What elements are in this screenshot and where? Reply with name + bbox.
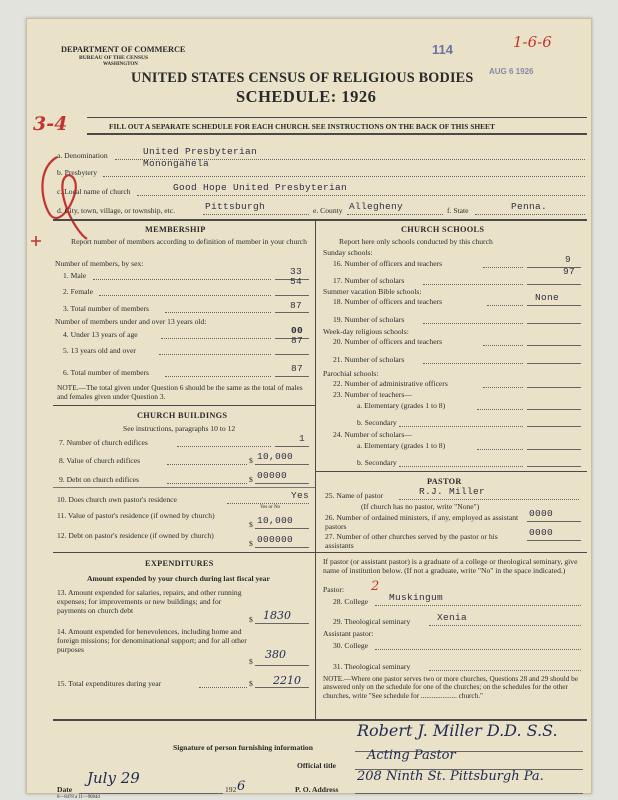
q28-label: 28. College [333,597,369,606]
q27-value[interactable]: 0000 [529,527,554,538]
q4-label: 4. Under 13 years of age [63,330,138,339]
q7-value[interactable]: 1 [299,433,306,444]
official-title-label: Official title [297,761,337,770]
q23-label: 23. Number of teachers— [333,390,412,399]
q10-value[interactable]: Yes [291,490,310,501]
q3-value[interactable]: 87 [290,300,303,311]
form-subtitle: SCHEDULE: 1926 [236,87,377,106]
q12-label: 12. Debt on pastor's residence (if owned by church) [57,531,214,540]
q29-value[interactable]: Xenia [437,612,468,623]
q24a-label: a. Elementary (grades 1 to 8) [357,441,446,450]
year-value[interactable]: 6 [237,779,246,794]
q4-value[interactable]: 00 [291,325,304,336]
q18-label: 18. Number of officers and teachers [333,297,443,306]
q25-value[interactable]: R.J. Miller [419,486,486,497]
signature-label: Signature of person furnishing information [173,743,313,752]
corner-mark: 1-6-6 [513,33,552,51]
bureau-label: BUREAU OF THE CENSUS [79,55,149,61]
q22-label: 22. Number of administrative officers [333,379,448,388]
q16-label: 16. Number of officers and teachers [333,259,443,268]
q13-value[interactable]: 1830 [263,609,291,622]
address-value[interactable]: 208 Ninth St. Pittsburgh Pa. [357,769,544,784]
date-label: Date [57,785,73,794]
graduate-note: If pastor (or assistant pastor) is a graduate of a college or theological seminary, give name of institution below. (If not a graduate, write "No" in the space indicated.) [323,557,578,575]
schools-intro: Report here only schools conducted by this church [339,237,493,246]
q14-value[interactable]: 380 [265,648,286,661]
q14-label: 14. Amount expended for benevolences, including home and foreign missions; for denominational support; and for all other purposes [57,627,247,654]
pastor-red-mark: 2 [371,579,380,594]
schools-heading: CHURCH SCHOOLS [401,225,485,234]
q8-label: 8. Value of church edifices [59,456,141,465]
members-by-sex-label: Number of members, by sex: [55,259,144,268]
city-label-field: d. City, town, village, or township, etc. [57,206,176,215]
q8-value[interactable]: 10,000 [257,451,294,462]
members-by-age-label: Number of members under and over 13 years old: [55,317,207,326]
state-value[interactable]: Penna. [511,201,548,212]
q6-value[interactable]: 87 [291,363,304,374]
q6-label: 6. Total number of members [63,368,150,377]
weekday-schools-label: Week-day religious schools: [323,327,409,336]
form-title: UNITED STATES CENSUS OF RELIGIOUS BODIES [131,70,474,86]
presbytery-label: b. Presbytery [57,168,98,177]
instruction-line: FILL OUT A SEPARATE SCHEDULE FOR EACH CHURCH. SEE INSTRUCTIONS ON THE BACK OF THIS SHEET [109,122,495,131]
q20-label: 20. Number of officers and teachers [333,337,443,346]
q11-label: 11. Value of pastor's residence (if owned by church) [57,511,215,520]
department-label: DEPARTMENT OF COMMERCE [61,45,186,54]
q23b-label: b. Secondary [357,418,397,427]
form-number-stamp: 114 [432,42,453,57]
q10-label: 10. Does church own pastor's residence [57,495,177,504]
sunday-schools-label: Sunday schools: [323,248,373,257]
q26-value[interactable]: 0000 [529,508,554,519]
q10-hint: Yes or No [260,505,281,510]
membership-intro: Report number of members according to definition of member in your church [71,237,307,246]
address-label: P. O. Address [295,785,339,794]
q19-label: 19. Number of scholars [333,315,405,324]
q25-label: 25. Name of pastor [325,491,384,500]
year-prefix: 192 [225,785,237,794]
q27-label: 27. Number of other churches served by the pastor or his assistants [325,532,498,550]
county-value[interactable]: Allegheny [349,201,404,212]
q2-label: 2. Female [63,287,93,296]
church-name-label: c. Local name of church [57,187,131,196]
census-schedule-form: DEPARTMENT OF COMMERCE BUREAU OF THE CENSUS WASHINGTON 114 AUG 6 1926 1-6-6 UNITED STATES CENSUS OF RELIGIOUS BODIES SCHEDULE: 1926 3-4 FILL OUT A SEPARATE SCHEDULE FOR EACH CHURCH. SEE INSTRUCTIONS ON THE BACK OF THIS SHEET a. Denomination United Presbyterian b. Presbytery Monongahela c. Local name of church Good Hope United Presbyterian d. City, town, village, or township, etc. Pittsburgh e. County Allegheny f. State Penna. MEMBERSHIP Report number of members according to definition of member in your church Number of members, by sex: 1. Male 33 2. Female 54 3. Total number of members 87 Number of members under and over 13 years old: 4. Under 13 years of age 00 5. 13 years old and over 87 6. Total number of members 87 NOTE.—The total given under Question 6 should be the same as the total of males and females given under Question 3. CHURCH BUILDINGS See instructions, paragraphs 10 to 12 7. Number of church edifices 1 8. Value of church edifices $ 10,000 9. Debt on church edifices $ 00000 10. Does church own pastor's residence Yes Yes or No 11. Value of pastor's residence (if owned by church) $ 10,000 12. Debt on pastor's residence (if owned by church) $ 000000 EXPENDITURES Amount expended by your church during last fiscal year 13. Amount expended for salaries, repairs, and other running expenses; for improvements or new buildings; and for payments on church debt $ 1830 14. Amount expended for benevolences, including home and foreign missions; for denominational support; and for all other purposes $ 380 15. Total expenditures during year $ 2210 CHURCH SCHOOLS Report here only schools conducted by this church Sunday schools: 16. Number of officers and teachers 9 17. Number of scholars 97 Summer vacation Bible schools: 18. Number of officers and teachers None 19. Number of scholars Week-day religious schools: 20. Number of officers and teachers 21. Number of scholars Parochial schools: 22. Number of administrative officers 23. Number of teachers— a. Elementary (grades 1 to 8) b. Secondary 24. Number of scholars— a. Elementary (grades 1 to 8) b. Secondary PASTOR 25. Name of pastor R.J. Miller (If church has no pastor, write "None") 26. Number of ordained ministers, if any, employed as assistant pastors 0000 27. Number of other churches served by the pastor or his assistants 0000 If pastor (or assistant pastor) is a graduate of a college or theological seminary, give name of institution below. (If not a graduate, write "No" in the space indicated.) Pastor: 2 28. College Muskingum 29. Theological seminary Xenia Assistant pastor: 30. College 31. Theological seminary NOTE.—Where one pastor serves two or more churches, Questions 28 and 29 should be answered only on the schedule for one of the churches; on the schedules for the other churches, write "See schedule for .................... church." Signature of person furnishing information Robert J. Miller D.D. S.S. Official title Acting Pastor Date July 29 192 6 P. O. Address 208 Ninth St. Pittsburgh Pa. 6—8478 a 11—9084d [26,18,592,794]
q2-value[interactable]: 54 [290,276,303,287]
pastor-note: NOTE.—Where one pastor serves two or more churches, Questions 28 and 29 should be answered only on the schedule for one of the churches; on the schedules for the other churches, write "See schedule for .................... church." [323,675,578,700]
denomination-label: a. Denomination [57,151,108,160]
q30-label: 30. College [333,641,369,650]
q28-value[interactable]: Muskingum [389,592,444,603]
q15-value[interactable]: 2210 [273,674,301,687]
q13-label: 13. Amount expended for salaries, repairs, and other running expenses; for improvements or new buildings; and for payments on church debt [57,588,242,615]
buildings-heading: CHURCH BUILDINGS [137,411,228,420]
q3-label: 3. Total number of members [63,304,150,313]
assistant-subheading: Assistant pastor: [323,629,374,638]
q9-value[interactable]: 00000 [257,470,288,481]
q17-label: 17. Number of scholars [333,276,405,285]
q1-value[interactable]: 33 [290,266,303,277]
vacation-schools-label: Summer vacation Bible schools: [323,287,422,296]
membership-note: NOTE.—The total given under Question 6 should be the same as the total of males and females given under Question 3. [57,383,303,401]
q7-label: 7. Number of church edifices [59,438,148,447]
q9-label: 9. Debt on church edifices [59,475,139,484]
pastor-heading: PASTOR [427,477,462,486]
q18-value[interactable]: None [535,292,560,303]
city-label: WASHINGTON [103,62,138,67]
q31-label: 31. Theological seminary [333,662,411,671]
date-value[interactable]: July 29 [87,769,140,787]
q24b-label: b. Secondary [357,458,397,467]
left-margin-mark: 3-4 [33,113,68,135]
q25-hint: (If church has no pastor, write "None") [361,502,480,511]
expenditures-subheading: Amount expended by your church during last fiscal year [87,574,270,583]
county-label: e. County [313,206,343,215]
q11-value[interactable]: 10,000 [257,515,294,526]
buildings-subheading: See instructions, paragraphs 10 to 12 [123,424,236,433]
church-name-value[interactable]: Good Hope United Presbyterian [173,182,348,193]
pastor-subheading: Pastor: [323,585,345,594]
form-code: 6—8478 a 11—9084d [57,795,100,800]
presbytery-value[interactable]: Monongahela [143,158,210,169]
q12-value[interactable]: 000000 [257,534,294,545]
q16-value[interactable]: 9 [565,254,572,265]
q24-label: 24. Number of scholars— [333,430,412,439]
q17-value[interactable]: 97 [563,266,576,277]
state-label: f. State [447,206,469,215]
q1-label: 1. Male [63,271,87,280]
q23a-label: a. Elementary (grades 1 to 8) [357,401,446,410]
membership-heading: MEMBERSHIP [145,225,206,234]
q21-label: 21. Number of scholars [333,355,405,364]
city-value[interactable]: Pittsburgh [205,201,266,212]
parochial-schools-label: Parochial schools: [323,369,379,378]
expenditures-heading: EXPENDITURES [145,559,214,568]
q29-label: 29. Theological seminary [333,617,411,626]
q5-value[interactable]: 87 [291,335,304,346]
official-title-value[interactable]: Acting Pastor [367,748,456,763]
signature-value[interactable]: Robert J. Miller D.D. S.S. [357,721,558,740]
q15-label: 15. Total expenditures during year [57,679,162,688]
q26-label: 26. Number of ordained ministers, if any, employed as assistant pastors [325,513,519,531]
date-received-stamp: AUG 6 1926 [489,67,534,76]
q5-label: 5. 13 years old and over [63,346,136,355]
denomination-value[interactable]: United Presbyterian [143,146,258,157]
